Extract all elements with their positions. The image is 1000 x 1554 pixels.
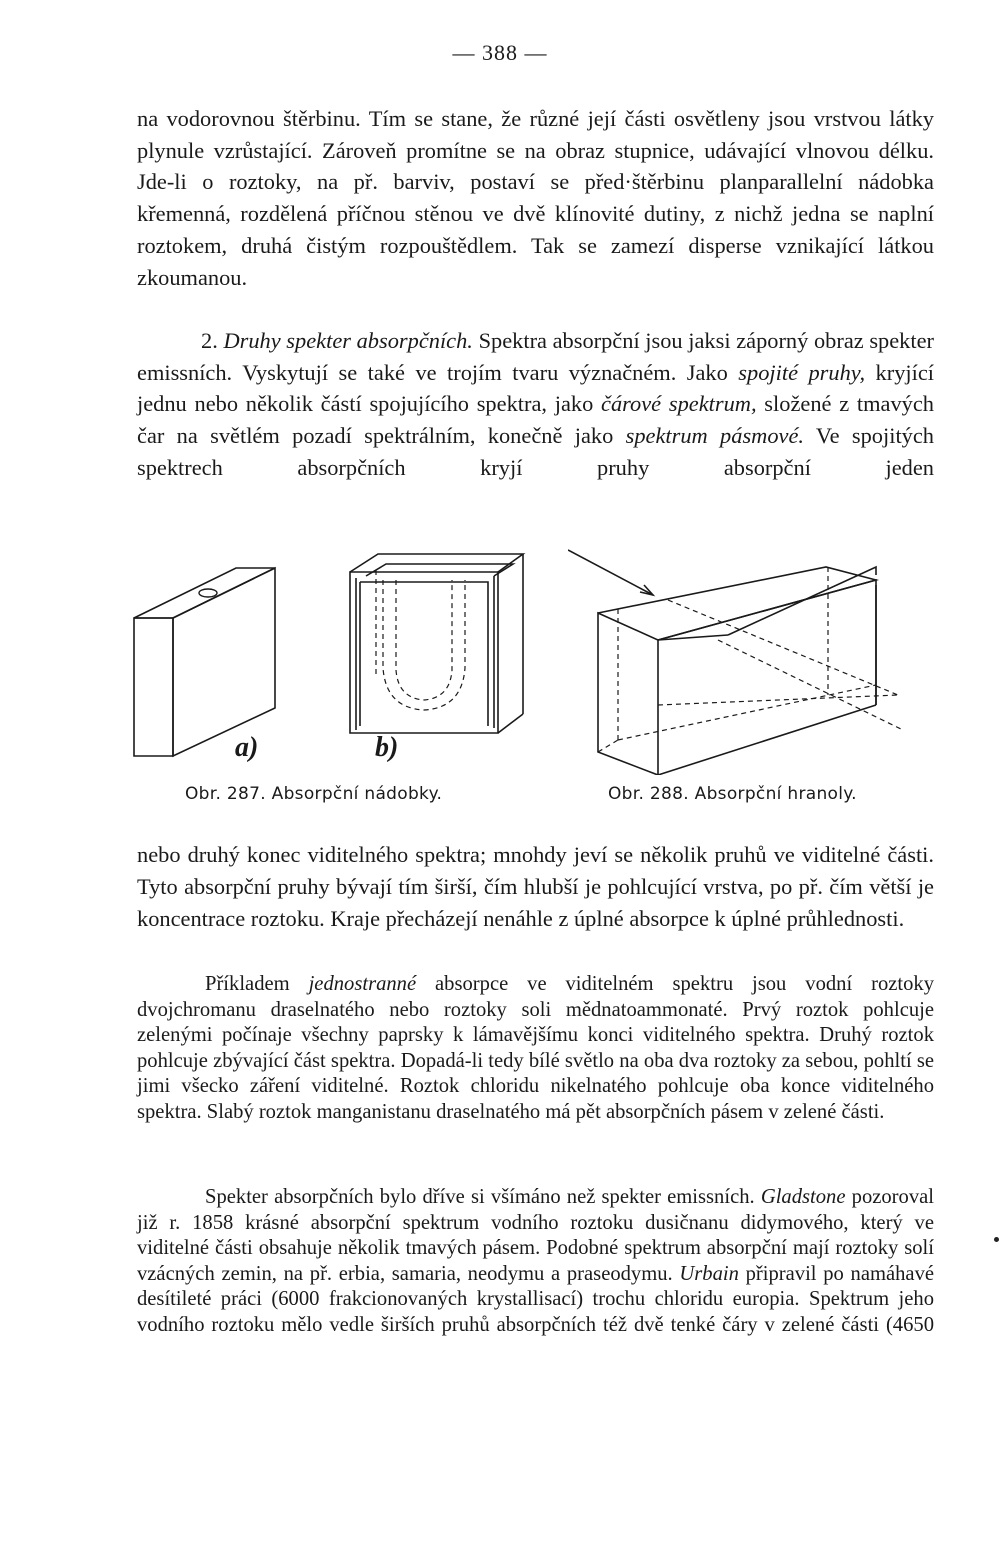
paragraph-text: na vodorovnou štěrbinu. Tím se stane, že různé její části osvětleny jsou vrstvou látky plynule vzrůstající. Zároveň promítne se na obraz stupnice, udávající vlnovou délku. Jde-li o roztoky, na př. barviv, postaví se před·štěrbinu planparallelní nádobka křemenná, rozdělená příčnou stěnou ve dvě klínovité dutiny, z nichž jedna se naplní roztokem, druhá čistým rozpouštědlem. Tak se zamezí disperse vznikající látkou zkoumanou. [137, 106, 934, 290]
paragraph-text: pozoroval již r. 1858 krásné absorpční spektrum vodního roztoku dusičnanu didymového, který ve viditelné části obsahuje několik tmavých pásem. Podobné spektrum absorpční mají roztoky solí vzácných zemin, na př. erbia, samaria, neodymu a praseodymu. [137, 1186, 935, 1285]
margin-dot [994, 1237, 999, 1242]
figure-288-absorption-prisms [568, 545, 940, 775]
paragraph-text: Ve spojitých spektrech absorpčních kryjí pruhy absorpční jeden [137, 423, 934, 480]
term-continuous-bands: spojité pruhy, [738, 359, 866, 385]
cuvettes-drawing [128, 548, 528, 773]
prisms-drawing [568, 545, 940, 775]
name-gladstone: Gladstone [760, 1186, 846, 1208]
paragraph-text: Spektra absorpční jsou jaksi záporný obraz spekter emissních. Vyskytují se také ve trojím tvaru význačném. Jako [137, 328, 934, 385]
figure-caption-288: Obr. 288. Absorpční hranoly. [608, 784, 857, 804]
page-number: — 388 — [452, 40, 548, 65]
paragraph-text: složené z tmavých čar na světlém pozadí spektrálním, konečně jako [137, 391, 934, 449]
figure-label-a: a) [235, 732, 259, 763]
paragraph-text: Spekter absorpčních bylo dříve si všímáno než spekter emissních. [205, 1186, 761, 1208]
paragraph-one-sided-absorption [137, 972, 934, 1125]
paragraph-absorption-types [137, 325, 934, 484]
figure-287-absorption-cuvettes [128, 548, 528, 773]
figure-caption-287: Obr. 287. Absorpční nádobky. [185, 784, 443, 804]
term-one-sided: jednostranné [308, 973, 417, 995]
paragraph-slit-cuvette [137, 103, 934, 293]
paragraph-history [137, 1185, 934, 1338]
paragraph-band-width [137, 839, 934, 935]
section-number: 2. [201, 328, 218, 353]
paragraph-text: nebo druhý konec viditelného spektra; mnohdy jeví se několik pruhů ve viditelné části. Tyto absorpční pruhy bývají tím širší, čím hlubší je pohlcující vrstva, po př. čím větší je koncentrace roztoku. Kraje přecházejí nenáhle z úplné absorpce k úplné průhlednosti. [137, 842, 934, 931]
section-heading: Druhy spekter absorpčních. [223, 328, 473, 353]
term-band-spectrum: spektrum pásmové. [625, 423, 804, 449]
paragraph-text: absorpce ve viditelném spektru jsou vodní roztoky dvojchromanu draselnatého nebo roztoky soli mědnatoammonaté. Prvý roztok pohlcuje zelenými počínaje všechny paprsky k lámavějšímu konci viditelného spektra. Druhý roztok pohlcuje zbývající část spektra. Dopadá-li tedy bílé světlo na oba dva roztoky za sebou, pohltí se jimi všecko záření viditelné. Roztok chloridu nikelnatého pohlcuje oba konce viditelného spektra. Slabý roztok manganistanu draselnatého má pět absorpčních pásem v zelené části. [137, 973, 935, 1123]
paragraph-text: Příkladem [205, 973, 309, 995]
paragraph-text: připravil po namáhavé desítileté práci (6000 frakcionovaných krystallisací) trochu chloridu europia. Spektrum jeho vodního roztoku mělo vedle širších pruhů absorpčních též dvě tenké čáry v zelené části (4650 [137, 1262, 935, 1336]
term-line-spectrum: čárové spektrum, [601, 391, 757, 417]
figure-label-b: b) [375, 732, 399, 763]
name-urbain: Urbain [679, 1262, 739, 1285]
paragraph-text: kryjící jednu nebo několik částí spojujícího spektra, jako [137, 359, 935, 417]
